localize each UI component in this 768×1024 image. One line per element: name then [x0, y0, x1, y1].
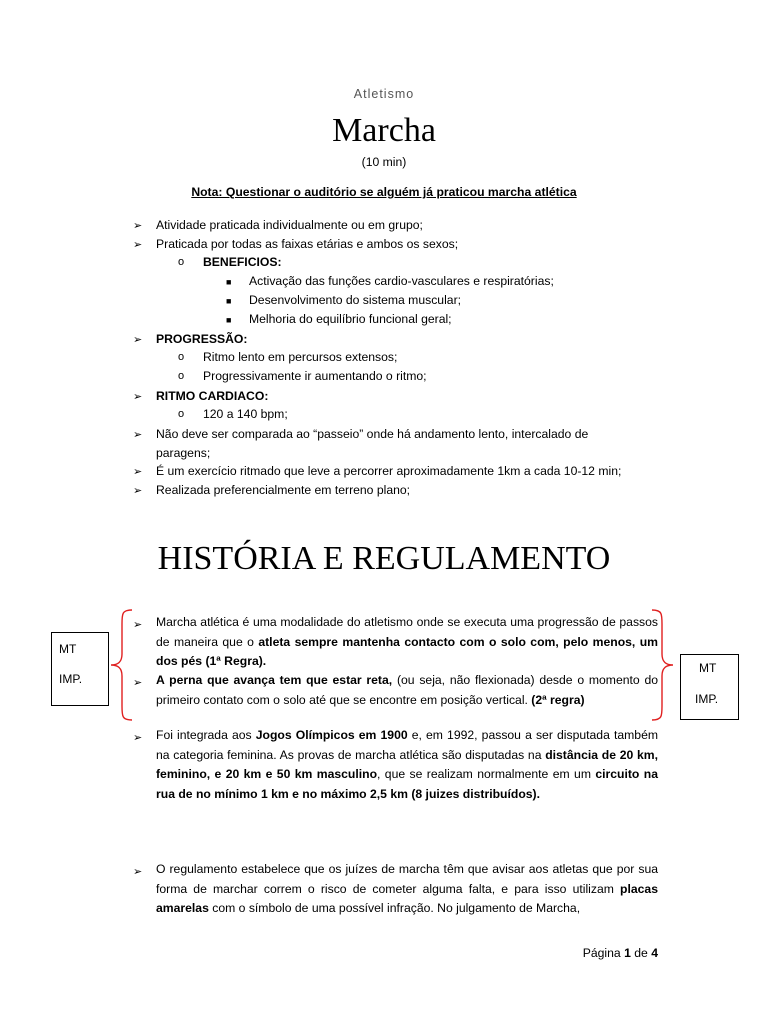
list-item: Progressivamente ir aumentando o ritmo;	[203, 369, 427, 383]
list-item: Atividade praticada individualmente ou em grupo;	[156, 218, 423, 232]
square-bullet-icon: ■	[226, 315, 232, 325]
page-total: 4	[651, 946, 658, 960]
arrow-bullet-icon: ➢	[133, 677, 143, 689]
text-run-bold: atleta sempre mantenha contacto com o solo com, pelo menos, um dos pés (1ª Regra).	[156, 634, 658, 668]
text-run: Foi integrada aos	[156, 728, 256, 742]
list-item: 120 a 140 bpm;	[203, 407, 288, 421]
page-footer	[583, 946, 658, 960]
history-paragraph-3	[156, 726, 658, 804]
page-label: Página	[582, 946, 621, 960]
arrow-bullet-icon: ➢	[133, 334, 143, 346]
margin-note-line: MT	[699, 661, 717, 675]
square-bullet-icon: ■	[226, 296, 232, 306]
text-run: , que se realizam normalmente em um	[377, 767, 596, 781]
running-header: Atletismo	[353, 87, 415, 101]
margin-note-line: IMP.	[59, 672, 83, 686]
text-run: O regulamento estabelece que os juízes de marcha têm que avisar aos atletas que por sua forma de marchar correm o risco de cometer alguma falta, e para isso utilizam	[156, 862, 658, 896]
list-item: Não deve ser comparada ao “passeio” onde há andamento lento, intercalado de	[156, 427, 589, 441]
list-item-continuation: paragens;	[156, 446, 211, 460]
list-item: PROGRESSÃO:	[156, 332, 248, 346]
history-paragraph-4	[156, 860, 658, 919]
circle-bullet-icon: o	[178, 408, 185, 420]
circle-bullet-icon: o	[178, 370, 185, 382]
list-item: Praticada por todas as faixas etárias e ambos os sexos;	[156, 237, 459, 251]
list-item: Desenvolvimento do sistema muscular;	[249, 293, 462, 307]
arrow-bullet-icon: ➢	[133, 220, 143, 232]
arrow-bullet-icon: ➢	[133, 485, 143, 497]
text-run: (ou seja, não flexionada) desde o momento do primeiro contato com o solo até que se encontre em posição vertical.	[156, 673, 659, 707]
arrow-bullet-icon: ➢	[133, 466, 143, 478]
text-run: com o símbolo de uma possível infração. No julgamento de Marcha,	[208, 901, 581, 915]
history-paragraph-2	[156, 671, 658, 710]
arrow-bullet-icon: ➢	[133, 429, 143, 441]
list-item: RITMO CARDIACO:	[156, 389, 269, 403]
list-item: Realizada preferencialmente em terreno plano;	[156, 483, 411, 497]
page-number: 1	[624, 946, 631, 960]
text-run-bold: Jogos Olímpicos em 1900	[255, 728, 408, 742]
text-run: Marcha atlética é uma modalidade do atletismo onde se executa uma progressão de passos de maneira que o	[156, 615, 658, 649]
arrow-bullet-icon: ➢	[133, 732, 143, 744]
margin-note-right	[680, 654, 739, 720]
margin-note-line: IMP.	[695, 692, 719, 706]
margin-note-line: MT	[59, 642, 77, 656]
arrow-bullet-icon: ➢	[133, 619, 143, 631]
section-title: HISTÓRIA E REGULAMENTO	[157, 540, 611, 577]
left-brace-icon	[108, 608, 134, 722]
arrow-bullet-icon: ➢	[133, 391, 143, 403]
list-item: Ritmo lento em percursos extensos;	[203, 350, 398, 364]
text-run-bold: (2ª regra)	[531, 692, 585, 707]
circle-bullet-icon: o	[178, 256, 185, 268]
page-title: Marcha	[332, 112, 436, 149]
arrow-bullet-icon: ➢	[133, 866, 143, 878]
list-item: Activação das funções cardio-vasculares e respiratórias;	[249, 274, 554, 288]
of-label: de	[634, 946, 648, 960]
list-item: BENEFICIOS:	[203, 255, 282, 269]
text-run-bold: placas amarelas	[156, 881, 658, 915]
list-item: É um exercício ritmado que leve a percorrer aproximadamente 1km a cada 10-12 min;	[156, 464, 622, 478]
text-run: e, em 1992, passou a ser disputada também na categoria feminina. As provas de marcha atlética são disputadas na	[156, 728, 658, 762]
margin-note-left	[51, 632, 109, 706]
circle-bullet-icon: o	[178, 351, 185, 363]
list-item: Melhoria do equilíbrio funcional geral;	[249, 312, 452, 326]
text-run-bold: circuito na rua de no mínimo 1 km e no máximo 2,5 km (8 juizes distribuídos).	[156, 767, 658, 801]
text-run-bold: distância de 20 km, feminino, e 20 km e 50 km masculino	[156, 747, 658, 781]
duration: (10 min)	[361, 155, 407, 169]
text-run-bold: A perna que avança tem que estar reta,	[156, 673, 393, 687]
history-paragraph-1	[156, 613, 658, 672]
note: Nota: Questionar o auditório se alguém já praticou marcha atlética	[191, 185, 577, 199]
square-bullet-icon: ■	[226, 277, 232, 287]
arrow-bullet-icon: ➢	[133, 239, 143, 251]
